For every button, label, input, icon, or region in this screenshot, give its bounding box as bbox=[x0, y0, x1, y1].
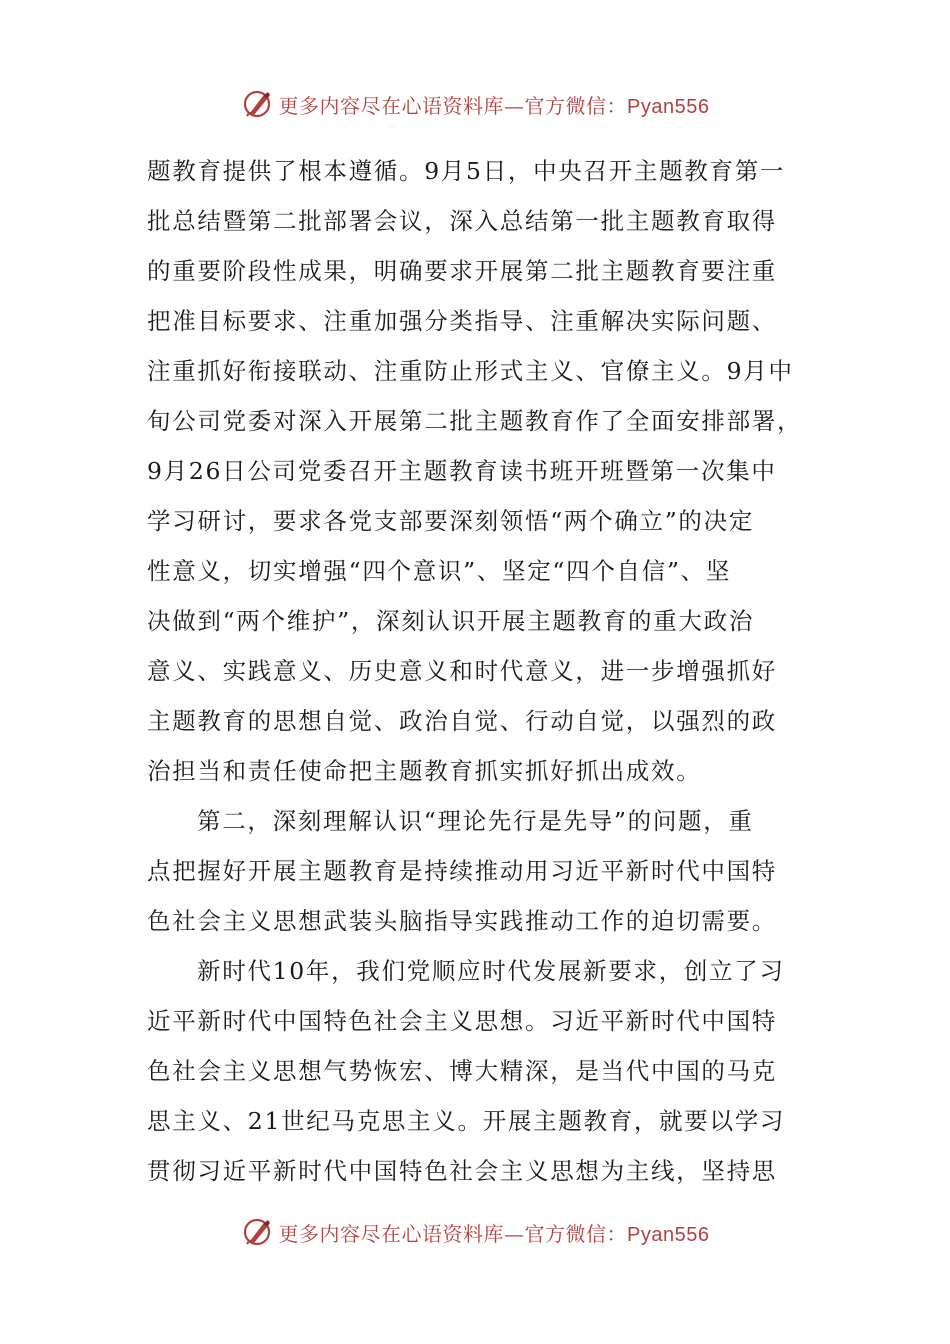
text-line: 近平新时代中国特色社会主义思想。习近平新时代中国特 bbox=[147, 1007, 777, 1035]
text-line: 色社会主义思想武装头脑指导实践推动工作的迫切需要。 bbox=[147, 907, 777, 935]
footer-banner bbox=[0, 1212, 950, 1252]
footer-banner-text: 更多内容尽在心语资料库—官方微信：Pyan556 bbox=[278, 1221, 710, 1246]
document-body bbox=[147, 146, 812, 1196]
text-line: 9月26日公司党委召开主题教育读书班开班暨第一次集中 bbox=[147, 457, 777, 485]
header-banner bbox=[0, 84, 950, 124]
text-line: 旬公司党委对深入开展第二批主题教育作了全面安排部署， bbox=[147, 407, 803, 435]
text-line: 的重要阶段性成果，明确要求开展第二批主题教育要注重 bbox=[147, 257, 777, 285]
text-line: 学习研讨，要求各党支部要深刻领悟“两个确立”的决定 bbox=[147, 507, 755, 535]
text-line: 批总结暨第二批部署会议，深入总结第一批主题教育取得 bbox=[147, 207, 777, 235]
text-line: 性意义，切实增强“四个意识”、坚定“四个自信”、坚 bbox=[147, 557, 732, 585]
text-line: 色社会主义思想气势恢宏、博大精深，是当代中国的马克 bbox=[147, 1057, 777, 1085]
pen-nib-logo-icon bbox=[241, 1215, 275, 1249]
text-line: 思主义、21世纪马克思主义。开展主题教育，就要以学习 bbox=[147, 1107, 786, 1135]
text-line: 意义、实践意义、历史意义和时代意义，进一步增强抓好 bbox=[147, 657, 777, 685]
footer-banner-wechat-id: Pyan556 bbox=[627, 1223, 710, 1246]
text-line: 题教育提供了根本遵循。9月5日，中央召开主题教育第一 bbox=[147, 157, 786, 185]
pen-nib-logo-icon bbox=[241, 87, 275, 121]
text-line: 治担当和责任使命把主题教育抓实抓好抓出成效。 bbox=[147, 757, 702, 785]
header-banner-text: 更多内容尽在心语资料库—官方微信：Pyan556 bbox=[278, 93, 710, 118]
text-line: 点把握好开展主题教育是持续推动用习近平新时代中国特 bbox=[147, 857, 777, 885]
text-line: 把准目标要求、注重加强分类指导、注重解决实际问题、 bbox=[147, 307, 777, 335]
text-line: 贯彻习近平新时代中国特色社会主义思想为主线，坚持思 bbox=[147, 1157, 777, 1185]
text-line: 主题教育的思想自觉、政治自觉、行动自觉，以强烈的政 bbox=[147, 707, 777, 735]
text-line: 新时代10年，我们党顺应时代发展新要求，创立了习 bbox=[197, 957, 785, 985]
text-line: 注重抓好衔接联动、注重防止形式主义、官僚主义。9月中 bbox=[147, 357, 794, 385]
header-banner-wechat-id: Pyan556 bbox=[627, 95, 710, 118]
text-line: 决做到“两个维护”，深刻认识开展主题教育的重大政治 bbox=[147, 607, 755, 635]
text-line: 第二，深刻理解认识“理论先行是先导”的问题，重 bbox=[197, 807, 754, 835]
